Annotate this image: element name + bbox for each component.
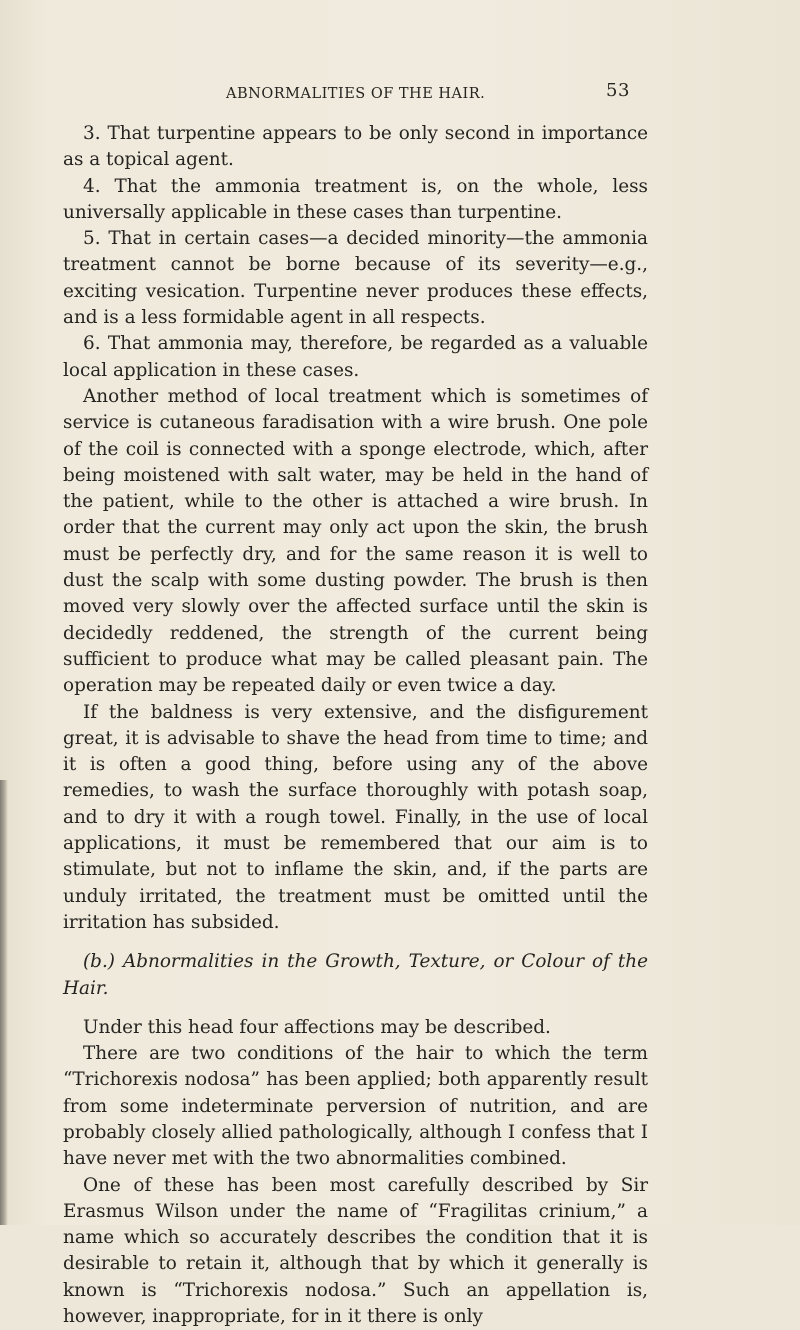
- section-heading: (b.) Abnormalities in the Growth, Texture, or Colour of the Hair.: [63, 951, 648, 999]
- page-number: 53: [606, 80, 630, 101]
- running-head: ABNORMALITIES OF THE HAIR.: [226, 86, 486, 102]
- paragraph-conclusion-6: 6. That ammonia may, therefore, be regarded as a valuable local application in these cases.: [63, 333, 648, 381]
- paragraph-trichorexis: There are two conditions of the hair to which the term “Trichorexis nodosa” has been applied; both apparently result from some indeterminate perversion of nutrition, and are probably closely allied pathologically, although I confess that I have never met with the two abnormalities combined.: [63, 1043, 648, 1170]
- binding-edge-shadow: [0, 780, 8, 1225]
- paragraph-conclusion-3: 3. That turpentine appears to be only second in importance as a topical agent.: [63, 123, 648, 171]
- paragraph-fragilitas: One of these has been most carefully described by Sir Erasmus Wilson under the name of “Fragilitas crinium,” a name which so accurately describes the condition that it is desirable to retain it, although that by which it generally is known is “Trichorexis nodosa.” Such an appellation is, however, inappropriate, for in it there is only: [63, 1174, 648, 1328]
- paragraph-four-affections: Under this head four affections may be described.: [83, 1016, 551, 1038]
- body-text: [63, 121, 648, 1330]
- paragraph-conclusion-5: 5. That in certain cases—a decided minority—the ammonia treatment cannot be borne because of its severity—e.g., exciting vesication. Turpentine never produces these effects, and is a less formidable agent in all respects.: [63, 228, 648, 329]
- paragraph-faradisation: Another method of local treatment which is sometimes of service is cutaneous faradisation with a wire brush. One pole of the coil is connected with a sponge electrode, which, after being moistened with salt water, may be held in the hand of the patient, while to the other is attached a wire brush. In order that the current may only act upon the skin, the brush must be perfectly dry, and for the same reason it is well to dust the scalp with some dusting powder. The brush is then moved very slowly over the affected surface until the skin is decidedly reddened, the strength of the current being sufficient to produce what may be called pleasant pain. The operation may be repeated daily or even twice a day.: [63, 385, 648, 697]
- paragraph-conclusion-4: 4. That the ammonia treatment is, on the whole, less universally applicable in these cases than turpentine.: [63, 175, 648, 223]
- paragraph-baldness: If the baldness is very extensive, and the disfigurement great, it is advisable to shave the head from time to time; and it is often a good thing, before using any of the above remedies, to wash the surface thoroughly with potash soap, and to dry it with a rough towel. Finally, in the use of local applications, it must be remembered that our aim is to stimulate, but not to inflame the skin, and, if the parts are unduly irritated, the treatment must be omitted until the irritation has subsided.: [63, 701, 648, 933]
